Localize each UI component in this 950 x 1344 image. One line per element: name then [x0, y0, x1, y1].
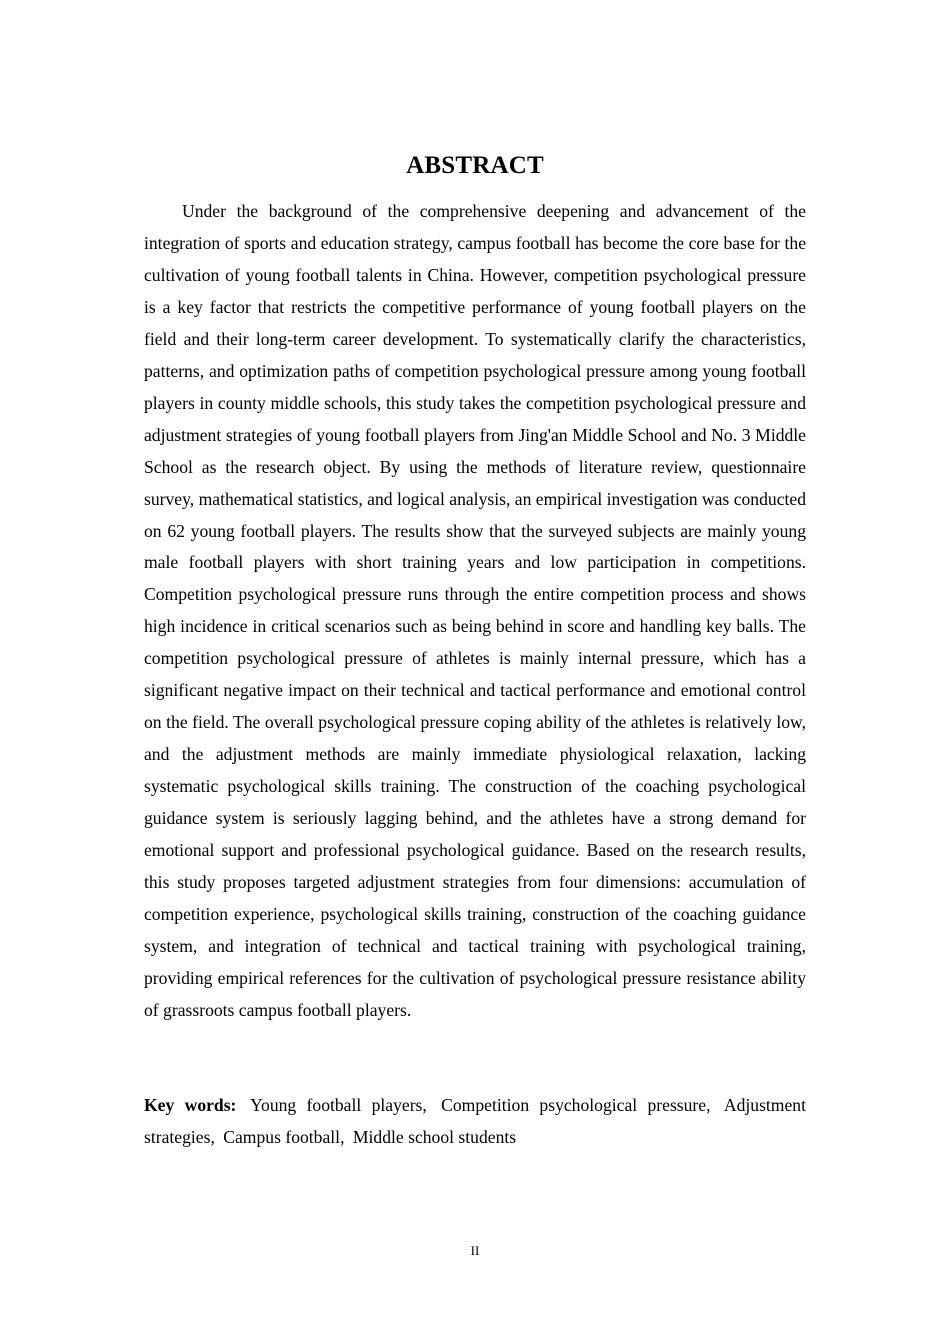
abstract-paragraph: Under the background of the comprehensive deepening and advancement of the integration of sports and education strategy, campus football has become the core base for the cultivation of young football talents in China. However, competition psychological pressure is a key factor that restricts the competitive performance of young football players on the field and their long-term career development. To systematically clarify the characteristics, patterns, and optimization paths of competition psychological pressure among young football players in county middle schools, this study takes the competition psychological pressure and adjustment strategies of young football players from Jing'an Middle School and No. 3 Middle School as the research object. By using the methods of literature review, questionnaire survey, mathematical statistics, and logical analysis, an empirical investigation was conducted on 62 young football players. The results show that the surveyed subjects are mainly young male football players with short training years and low participation in competitions. Competition psychological pressure runs through the entire competition process and shows high incidence in critical scenarios such as being behind in score and handling key balls. The competition psychological pressure of athletes is mainly internal pressure, which has a significant negative impact on their technical and tactical performance and emotional control on the field. The overall psychological pressure coping ability of the athletes is relatively low, and the adjustment methods are mainly immediate physiological relaxation, lacking systematic psychological skills training. The construction of the coaching psychological guidance system is seriously lagging behind, and the athletes have a strong demand for emotional support and professional psychological guidance. Based on the research results, this study proposes targeted adjustment strategies from four dimensions: accumulation of competition experience, psychological skills training, construction of the coaching guidance system, and integration of technical and tactical training with psychological training, providing empirical references for the cultivation of psychological pressure resistance ability of grassroots campus football players. [144, 201, 806, 1020]
keyword: Middle school students [352, 1126, 517, 1147]
keyword-separator: , [340, 1126, 345, 1147]
keyword-separator: , [210, 1126, 215, 1147]
keyword-separator: , [422, 1095, 427, 1115]
keyword: Campus football [223, 1126, 341, 1147]
keyword: Young football players [250, 1095, 423, 1115]
abstract-title: ABSTRACT [406, 151, 544, 179]
page-number: II [470, 1243, 480, 1258]
keyword: Adjustment strategies [144, 1095, 806, 1147]
keyword: Competition psychological pressure [441, 1095, 707, 1115]
keyword-separator: , [706, 1095, 711, 1115]
keywords-label: Key words: [144, 1095, 237, 1115]
keywords-line [144, 1090, 806, 1154]
